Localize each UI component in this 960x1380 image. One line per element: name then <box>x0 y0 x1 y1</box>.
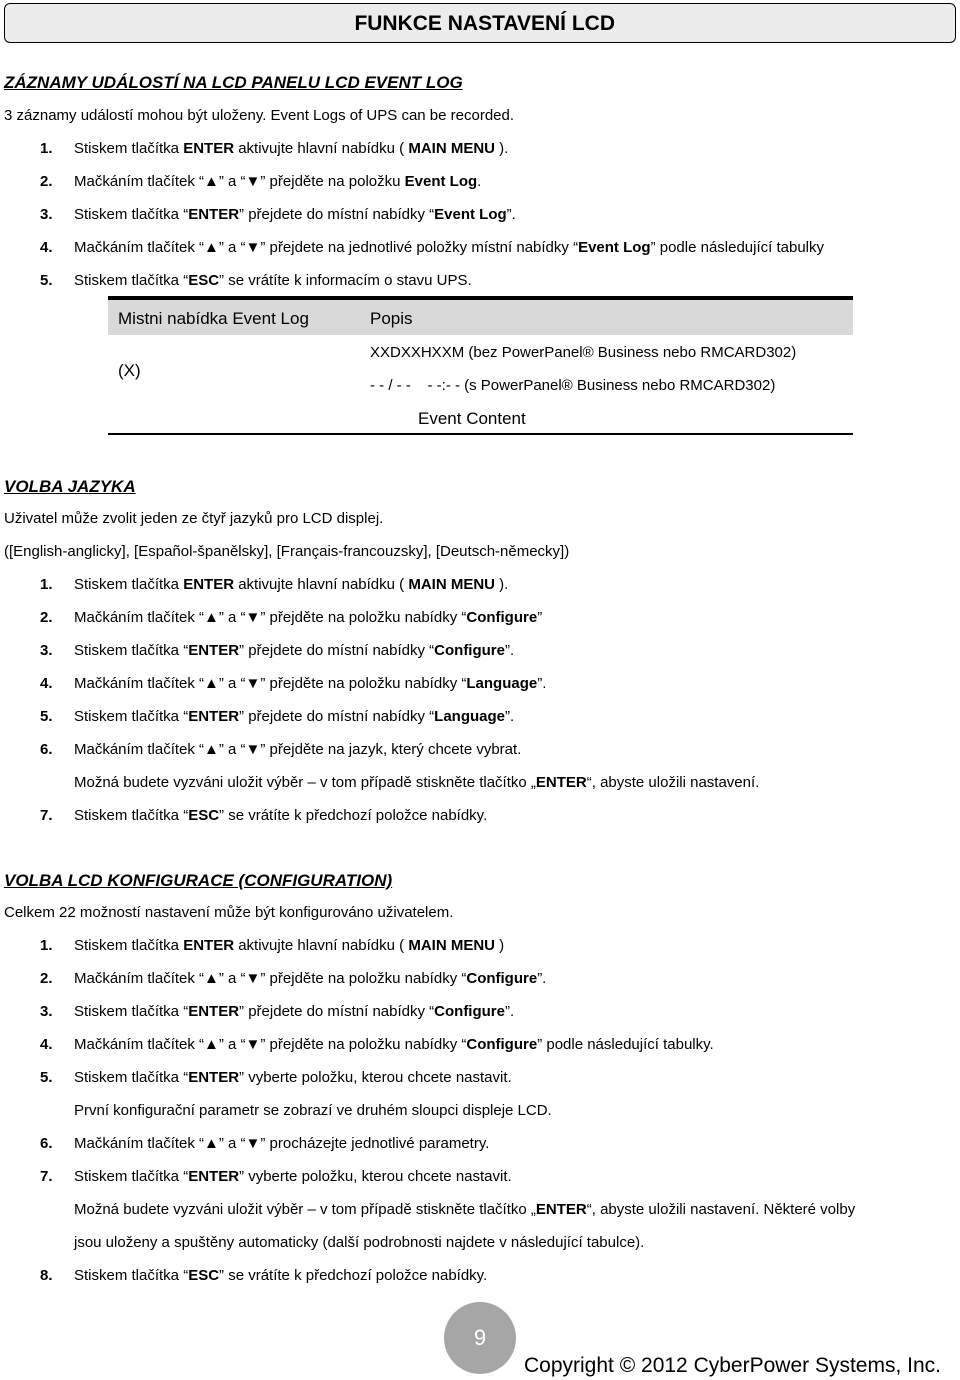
step-keyword: ENTER <box>535 1201 587 1218</box>
step-fragment: Stiskem tlačítka <box>74 140 180 157</box>
step-number: 2. <box>40 970 53 987</box>
step-fragment: aktivujte hlavní nabídku ( <box>234 576 405 593</box>
step-text <box>74 1102 552 1119</box>
configuration-heading: VOLBA LCD KONFIGURACE (CONFIGURATION) <box>4 871 393 890</box>
step-text <box>74 642 514 659</box>
step-fragment: . <box>477 173 482 190</box>
language-heading: VOLBA JAZYKA <box>4 477 136 496</box>
step-number: 7. <box>40 1168 53 1185</box>
step-text <box>74 1168 512 1185</box>
step-fragment: Stiskem tlačítka <box>74 576 180 593</box>
step-fragment: ” přejdete do místní nabídky “ <box>239 708 435 725</box>
step-number: 4. <box>40 239 53 256</box>
step-keyword: Event Log <box>434 206 507 223</box>
step-keyword: ENTER <box>179 576 235 593</box>
table-row-line2: - - / - - - -:- - (s PowerPanel® Business nebo RMCARD302) <box>370 377 776 394</box>
step-fragment: ” přejdete do místní nabídky “ <box>239 642 435 659</box>
step-text <box>74 609 542 626</box>
step-number: 6. <box>40 741 53 758</box>
step-text <box>74 937 504 954</box>
language-options: ([English-anglicky], [Español-španělsky], [Français-francouzsky], [Deutsch-německy]) <box>4 543 570 560</box>
step-text <box>74 1201 855 1218</box>
step-keyword: MAIN MENU <box>404 140 495 157</box>
step-text <box>74 970 546 987</box>
step-fragment: ” vyberte položku, kterou chcete nastavit. <box>239 1168 512 1185</box>
step-number: 1. <box>40 140 53 157</box>
step-number: 5. <box>40 1069 53 1086</box>
event-log-intro: 3 záznamy událostí mohou být uloženy. Event Logs of UPS can be recorded. <box>4 107 515 124</box>
step-fragment: ” přejdete do místní nabídky “ <box>239 206 435 223</box>
step-keyword: ENTER <box>188 1003 240 1020</box>
step-text <box>74 675 546 692</box>
step-fragment: ”. <box>506 206 516 223</box>
step-fragment: Stiskem tlačítka “ <box>74 1069 189 1086</box>
step-fragment: ). <box>494 140 509 157</box>
step-number: 1. <box>40 937 53 954</box>
step-number: 3. <box>40 206 53 223</box>
step-fragment: aktivujte hlavní nabídku ( <box>234 140 405 157</box>
step-keyword: ENTER <box>535 774 587 791</box>
step-keyword: Configure <box>434 642 505 659</box>
table-col2-header: Popis <box>370 309 413 328</box>
step-fragment: ” se vrátíte k předchozí položce nabídky. <box>219 807 488 824</box>
step-text <box>74 173 481 190</box>
step-fragment: ” vyberte položku, kterou chcete nastavit. <box>239 1069 512 1086</box>
step-fragment: ” podle následující tabulky <box>650 239 825 256</box>
step-fragment: Možná budete vyzváni uložit výběr – v tom případě stiskněte tlačítko „ <box>74 1201 536 1218</box>
step-fragment: Stiskem tlačítka “ <box>74 272 189 289</box>
step-fragment: První konfigurační parametr se zobrazí ve druhém sloupci displeje LCD. <box>74 1102 552 1119</box>
step-fragment: ” <box>537 609 543 626</box>
step-keyword: ENTER <box>188 1069 240 1086</box>
step-fragment: ” přejdete do místní nabídky “ <box>239 1003 435 1020</box>
step-fragment: ”. <box>505 708 515 725</box>
step-number: 2. <box>40 609 53 626</box>
step-fragment: ”. <box>537 970 547 987</box>
step-fragment: jsou uloženy a spuštěny automaticky (další podrobnosti najdete v následující tabulce). <box>74 1234 645 1251</box>
step-text <box>74 239 824 256</box>
configuration-intro: Celkem 22 možností nastavení může být konfigurováno uživatelem. <box>4 904 454 921</box>
step-number: 5. <box>40 708 53 725</box>
step-fragment: Mačkáním tlačítek “▲” a “▼” přejdete na jednotlivé položky místní nabídky “ <box>74 239 579 256</box>
step-text <box>74 1267 487 1284</box>
table-col1-header: Mistni nabídka Event Log <box>118 309 309 328</box>
step-text <box>74 206 516 223</box>
step-fragment: “, abyste uložili nastavení. Některé volby <box>586 1201 856 1218</box>
step-fragment: Stiskem tlačítka “ <box>74 1003 189 1020</box>
step-fragment: ”. <box>537 675 547 692</box>
step-text <box>74 1135 489 1152</box>
step-fragment: Stiskem tlačítka “ <box>74 1267 189 1284</box>
table-row-line1: XXDXXHXXM (bez PowerPanel® Business nebo RMCARD302) <box>370 344 797 361</box>
step-number: 7. <box>40 807 53 824</box>
step-text <box>74 1003 514 1020</box>
step-keyword: MAIN MENU <box>404 937 495 954</box>
step-keyword: ENTER <box>179 937 235 954</box>
page-number-badge <box>444 1302 516 1374</box>
step-text <box>74 576 508 593</box>
step-fragment: Stiskem tlačítka <box>74 937 180 954</box>
step-fragment: Mačkáním tlačítek “▲” a “▼” přejděte na položku nabídky “ <box>74 1036 467 1053</box>
step-text <box>74 1069 512 1086</box>
step-fragment: Stiskem tlačítka “ <box>74 1168 189 1185</box>
step-text <box>74 140 508 157</box>
step-fragment: ” se vrátíte k předchozí položce nabídky. <box>219 1267 488 1284</box>
step-fragment: Mačkáním tlačítek “▲” a “▼” procházejte jednotlivé parametry. <box>74 1135 490 1152</box>
step-number: 2. <box>40 173 53 190</box>
language-intro: Uživatel může zvolit jeden ze čtyř jazyků pro LCD displej. <box>4 510 384 527</box>
step-text <box>74 708 514 725</box>
step-keyword: MAIN MENU <box>404 576 495 593</box>
step-text <box>74 774 759 791</box>
step-fragment: Stiskem tlačítka “ <box>74 807 189 824</box>
step-fragment: Mačkáním tlačítek “▲” a “▼” přejděte na položku nabídky “ <box>74 609 467 626</box>
step-text <box>74 741 521 758</box>
page-number: 9 <box>473 1325 487 1350</box>
step-fragment: ” se vrátíte k informacím o stavu UPS. <box>219 272 472 289</box>
copyright: Copyright © 2012 CyberPower Systems, Inc. <box>524 1354 941 1377</box>
step-fragment: Mačkáním tlačítek “▲” a “▼” přejděte na jazyk, který chcete vybrat. <box>74 741 522 758</box>
step-keyword: Language <box>434 708 505 725</box>
step-fragment: ) <box>494 937 505 954</box>
step-fragment: Mačkáním tlačítek “▲” a “▼” přejděte na položku nabídky “ <box>74 675 467 692</box>
step-text <box>74 807 487 824</box>
step-fragment: “, abyste uložili nastavení. <box>586 774 760 791</box>
table-row-key: (X) <box>118 361 141 380</box>
table-bottom-rule <box>108 433 853 435</box>
step-keyword: ENTER <box>188 642 240 659</box>
step-fragment: aktivujte hlavní nabídku ( <box>234 937 405 954</box>
step-text <box>74 1036 714 1053</box>
step-keyword: Configure <box>466 609 538 626</box>
step-fragment: ). <box>494 576 509 593</box>
step-keyword: ENTER <box>188 206 240 223</box>
step-text <box>74 272 472 289</box>
step-number: 6. <box>40 1135 53 1152</box>
step-keyword: ENTER <box>179 140 235 157</box>
step-keyword: Configure <box>466 970 538 987</box>
step-fragment: Mačkáním tlačítek “▲” a “▼” přejděte na položku <box>74 173 401 190</box>
step-number: 4. <box>40 675 53 692</box>
table-row-line3: Event Content <box>418 409 526 428</box>
step-fragment: ” podle následující tabulky. <box>537 1036 714 1053</box>
step-keyword: Configure <box>466 1036 538 1053</box>
step-fragment: ”. <box>504 1003 515 1020</box>
step-keyword: ENTER <box>188 708 240 725</box>
page-header <box>4 3 956 43</box>
step-text <box>74 1234 644 1251</box>
step-number: 5. <box>40 272 53 289</box>
step-keyword: ESC <box>188 1267 220 1284</box>
step-number: 3. <box>40 642 53 659</box>
step-keyword: ESC <box>188 272 220 289</box>
step-fragment: Mačkáním tlačítek “▲” a “▼” přejděte na položku nabídky “ <box>74 970 467 987</box>
event-log-heading: ZÁZNAMY UDÁLOSTÍ NA LCD PANELU LCD EVENT LOG <box>4 73 463 92</box>
step-fragment: Možná budete vyzváni uložit výběr – v tom případě stiskněte tlačítko „ <box>74 774 536 791</box>
step-number: 3. <box>40 1003 53 1020</box>
step-fragment: Stiskem tlačítka “ <box>74 642 189 659</box>
step-fragment: ”. <box>504 642 515 659</box>
step-keyword: Event Log <box>400 173 478 190</box>
step-keyword: Configure <box>434 1003 505 1020</box>
page-title: FUNKCE NASTAVENÍ LCD <box>354 12 615 35</box>
step-keyword: ESC <box>188 807 220 824</box>
step-keyword: Event Log <box>578 239 651 256</box>
step-number: 4. <box>40 1036 53 1053</box>
step-fragment: Stiskem tlačítka “ <box>74 708 189 725</box>
step-keyword: ENTER <box>188 1168 240 1185</box>
step-fragment: Stiskem tlačítka “ <box>74 206 189 223</box>
step-keyword: Language <box>466 675 538 692</box>
step-number: 8. <box>40 1267 53 1284</box>
step-number: 1. <box>40 576 53 593</box>
